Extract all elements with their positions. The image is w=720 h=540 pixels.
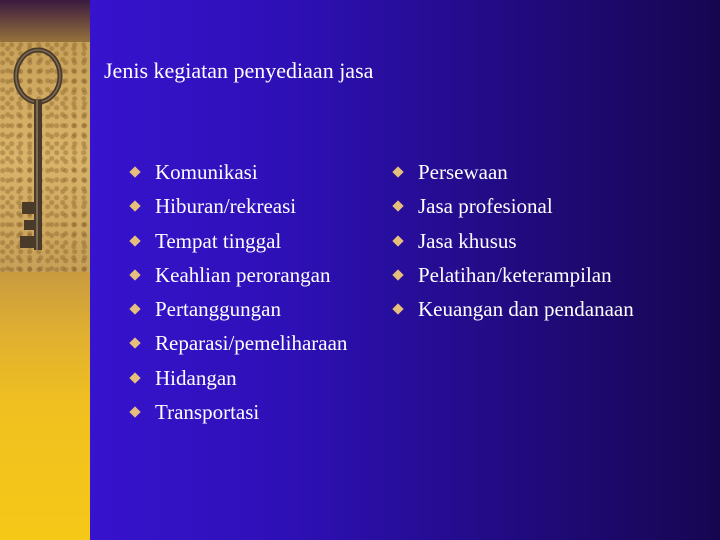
list-item-label: Jasa khusus <box>418 228 517 253</box>
list-item-label: Keuangan dan pendanaan <box>418 297 634 322</box>
diamond-bullet-icon <box>130 373 140 383</box>
list-item <box>130 395 347 429</box>
diamond-bullet-icon <box>130 167 140 177</box>
diamond-bullet-icon <box>130 236 140 246</box>
diamond-bullet-icon <box>130 407 140 417</box>
diamond-bullet-icon <box>393 167 403 177</box>
list-item-label: Tempat tinggal <box>155 228 282 253</box>
list-item <box>393 292 634 326</box>
diamond-bullet-icon <box>130 338 140 348</box>
diamond-bullet-icon <box>393 304 403 314</box>
diamond-bullet-icon <box>130 201 140 211</box>
diamond-bullet-icon <box>393 201 403 211</box>
list-item <box>130 326 347 360</box>
right-bullet-list <box>393 155 634 326</box>
diamond-bullet-icon <box>130 304 140 314</box>
diamond-bullet-icon <box>130 270 140 280</box>
list-item <box>130 224 347 258</box>
list-item-label: Hidangan <box>155 365 237 390</box>
list-item <box>393 224 634 258</box>
list-item-label: Hiburan/rekreasi <box>155 194 297 219</box>
list-item-label: Keahlian perorangan <box>155 262 331 287</box>
list-item <box>130 292 347 326</box>
list-item-label: Persewaan <box>418 160 508 184</box>
list-item <box>393 155 634 189</box>
list-item-label: Transportasi <box>155 400 260 425</box>
list-item <box>393 258 634 292</box>
diamond-bullet-icon <box>393 236 403 246</box>
list-item-label: Pertanggungan <box>155 297 281 322</box>
list-item-label: Pelatihan/keterampilan <box>418 262 612 287</box>
list-item <box>393 189 634 223</box>
list-item <box>130 189 347 223</box>
slide-title: Jenis kegiatan penyediaan jasa <box>104 58 374 83</box>
list-item <box>130 258 347 292</box>
left-bullet-list <box>130 155 347 429</box>
diamond-bullet-icon <box>393 270 403 280</box>
list-item <box>130 155 347 189</box>
list-item-label: Reparasi/pemeliharaan <box>155 331 348 356</box>
list-item-label: Jasa profesional <box>418 194 553 219</box>
key-image <box>0 42 90 272</box>
list-item-label: Komunikasi <box>155 160 258 184</box>
list-item <box>130 361 347 395</box>
